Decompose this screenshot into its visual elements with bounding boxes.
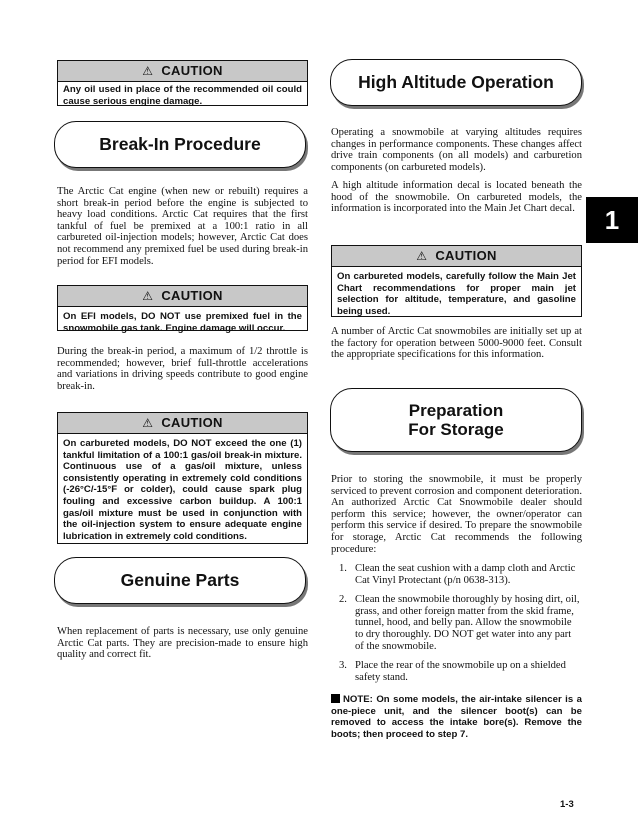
caution-header: ⚠ CAUTION	[58, 61, 307, 82]
caution-text: Any oil used in place of the recommended oil could cause serious engine damage.	[63, 84, 302, 107]
caution-text: On carbureted models, DO NOT exceed the one (1) tankful limitation of a 100:1 gas/oil break-in mixture. Continuous use of a gas/oil mixture, unless consistently operating in extremely cold conditions (-26°C/-15°F or colder), could cause spark plug fouling and excessive carbon buildup. A 100:1 gas/oil mixture must be used in conjunction with the oil-injection system to ensure adequate engine lubrication in extremely cold conditions.	[63, 438, 302, 542]
altitude-paragraph-1: Operating a snowmobile at varying altitudes requires changes in performance components. These changes affect drive train components (on all models) and carburetion components (on carbureted models).	[331, 127, 582, 173]
section-title-genuine-parts: Genuine Parts	[54, 557, 306, 604]
storage-steps-list	[331, 563, 582, 691]
list-item: 2. Clean the snowmobile thoroughly by hosing dirt, oil, grass, and other foreign matter from the skid frame, tunnel, hood, and belly pan. Allow the snowmobile to dry thoroughly. DO NOT get water into any part of the snowmobile.	[339, 594, 580, 652]
throttle-paragraph: During the break-in period, a maximum of 1/2 throttle is recommended; however, brief full-throttle accelerations and variations in driving speeds contribute to good engine break-in.	[57, 346, 308, 392]
caution-box-main-jet	[331, 245, 582, 317]
caution-text: On EFI models, DO NOT use premixed fuel in the snowmobile gas tank. Engine damage will occur.	[63, 311, 302, 334]
list-item: 3. Place the rear of the snowmobile up on a shielded safety stand.	[339, 660, 566, 683]
note-air-intake: NOTE: On some models, the air-intake silencer is a one-piece unit, and the silencer boot(s) can be removed to access the intake bore(s). Remove the boots; then proceed to step 7.	[331, 694, 582, 740]
section-tab: 1	[586, 197, 638, 243]
section-title-break-in: Break-In Procedure	[54, 121, 306, 168]
section-title-high-altitude: High Altitude Operation	[330, 59, 582, 106]
warning-triangle-icon: ⚠	[416, 249, 428, 263]
caution-text: On carbureted models, carefully follow the Main Jet Chart recommendations for proper main jet selection for altitude, temperature, and gasoline being used.	[337, 271, 576, 317]
storage-paragraph: Prior to storing the snowmobile, it must be properly serviced to prevent corrosion and component deterioration. An authorized Arctic Cat Snowmobile dealer should perform this service; however, the owner/operator can perform this service if desired. To prepare the snowmobile for storage, Arctic Cat recommends the following procedure:	[331, 474, 582, 555]
altitude-paragraph-3: A number of Arctic Cat snowmobiles are initially set up at the factory for operation between 5000-9000 feet. Consult the appropriate specifications for this information.	[331, 326, 582, 361]
break-in-paragraph: The Arctic Cat engine (when new or rebuilt) requires a short break-in period before the engine is subjected to heavy load conditions. Arctic Cat requires that the first tankful of fuel be premixed at a 100:1 ratio in all carbureted oil-injection models; however, Arctic Cat does not recommend any premixed fuel be used during break-in period for EFI models.	[57, 186, 308, 267]
altitude-paragraph-2: A high altitude information decal is located beneath the hood of the snowmobile. On carbureted models, the information is incorporated into the Main Jet Chart decal.	[331, 180, 582, 215]
note-square-icon	[331, 694, 340, 703]
caution-box-carbureted	[57, 412, 308, 544]
section-title-storage: Preparation For Storage	[330, 388, 582, 452]
caution-header: ⚠ CAUTION	[58, 413, 307, 434]
caution-header: ⚠ CAUTION	[332, 246, 581, 267]
caution-box-efi	[57, 285, 308, 334]
page-number: 1-3	[560, 799, 574, 810]
caution-header: ⚠ CAUTION	[58, 286, 307, 307]
warning-triangle-icon: ⚠	[142, 64, 154, 78]
caution-box-oil	[57, 60, 308, 106]
list-item: 1. Clean the seat cushion with a damp cloth and Arctic Cat Vinyl Protectant (p/n 0638-313).	[339, 563, 576, 586]
warning-triangle-icon: ⚠	[142, 416, 154, 430]
genuine-parts-paragraph: When replacement of parts is necessary, use only genuine Arctic Cat parts. They are precision-made to ensure high quality and correct fit.	[57, 626, 308, 661]
warning-triangle-icon: ⚠	[142, 289, 154, 303]
